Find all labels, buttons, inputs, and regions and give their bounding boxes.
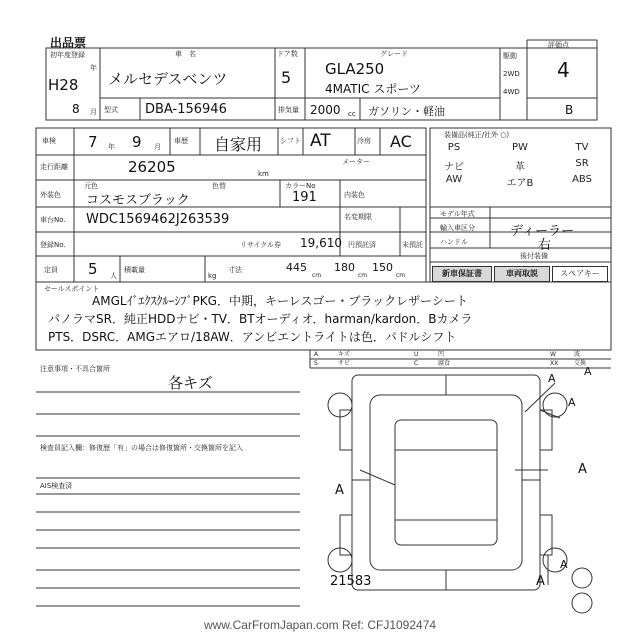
recycle-none: 未預託 <box>402 241 423 249</box>
damage-mark-3: A <box>568 396 576 409</box>
legend-dent: 凹 <box>438 351 445 358</box>
inspection-label: 車検 <box>42 137 56 145</box>
damage-mark-5: A <box>578 462 587 477</box>
legend-corrosion: 腐食 <box>438 360 451 367</box>
legend-w: W <box>550 351 556 358</box>
chassis-label: 車台No. <box>40 216 66 224</box>
cc-unit: cc <box>348 110 356 118</box>
car-name: メルセデスベンツ <box>108 70 228 88</box>
usage-label: 車歴 <box>174 137 188 145</box>
width: 180 <box>334 261 355 274</box>
height-unit: cm <box>396 272 406 279</box>
interior-score: B <box>565 103 574 117</box>
sales-line2: パノラマSR．純正HDDナビ・TV．BTオーディオ．harman/kardon．Bカメラ <box>48 312 473 326</box>
recycle-fee-unit: 円預託済 <box>348 241 376 249</box>
equip-ps: PS <box>447 142 461 153</box>
handle-label: ハンドル <box>440 238 468 246</box>
orig-color-label: 元色 <box>84 182 98 190</box>
model-label: 型式 <box>104 106 118 114</box>
handle: 右 <box>538 238 552 253</box>
import-type: ディーラー <box>510 224 574 239</box>
name-change-label: 名変期限 <box>344 213 372 221</box>
length: 445 <box>286 261 307 274</box>
damage-mark-1: A <box>584 365 592 378</box>
width-unit: cm <box>358 272 368 279</box>
sales-line3: PTS．DSRC．AMGエアロ/18AW．アンビエントライトは色．パドルシフト <box>48 330 457 344</box>
ais-title: AIS検査済 <box>40 482 73 490</box>
interior-color-label: 内装色 <box>344 191 365 199</box>
load-unit: kg <box>208 272 217 280</box>
equip-sr: SR <box>575 158 589 169</box>
equip-tv: TV <box>575 142 589 153</box>
color-change-label: 色替 <box>212 182 226 190</box>
month-unit: 月 <box>90 108 97 116</box>
capacity: 5 <box>88 260 98 278</box>
reg-no-label: 登録No. <box>40 241 66 249</box>
legend-a: A <box>314 351 319 358</box>
first-reg-month: 8 <box>72 102 80 116</box>
inspection-year: 7 <box>88 133 98 151</box>
grade-line1: GLA250 <box>325 60 385 78</box>
score-value: 4 <box>557 58 570 82</box>
score-label: 評価点 <box>548 41 569 49</box>
doors-label: ドア数 <box>277 50 298 58</box>
exterior-color: コスモスブラック <box>86 193 190 208</box>
ac-label: 冷房 <box>357 137 371 145</box>
displacement: 2000 <box>310 103 341 117</box>
damage-mark-2: A <box>548 372 556 385</box>
damage-mark-6: A <box>560 558 568 571</box>
sheet-title: 出品票 <box>50 36 87 50</box>
shift-label: シフト <box>280 137 301 145</box>
inspection-month-unit: 月 <box>154 143 161 151</box>
damage-mark-4: A <box>335 483 344 498</box>
inspector-title: 検査員記入欄：修復歴「有」の場合は修復箇所・交換箇所を記入 <box>40 444 243 452</box>
displacement-label: 排気量 <box>278 106 299 114</box>
chassis-no: WDC1569462J263539 <box>86 212 230 227</box>
equip-aw: AW <box>445 174 463 185</box>
drive-label: 駆動 <box>503 52 517 60</box>
year-unit: 年 <box>90 64 97 72</box>
equip-abs: ABS <box>572 174 592 185</box>
equip-leather: 革 <box>515 162 525 173</box>
car-name-label: 車 名 <box>175 50 196 58</box>
grade-line2: 4MATIC スポーツ <box>325 82 421 96</box>
km-unit: km <box>258 170 269 178</box>
legend-c: C <box>414 360 419 367</box>
badge-spare-key: スペアキー <box>552 266 608 282</box>
inspection-month: 9 <box>132 133 142 151</box>
recycle-fee: 19,610 <box>300 236 342 250</box>
length-unit: cm <box>312 272 322 279</box>
legend-wave: 波 <box>574 351 581 358</box>
capacity-label: 定員 <box>44 266 58 274</box>
recycle-label: リサイクル券 <box>240 241 282 249</box>
dimensions-label: 寸法 <box>228 266 242 274</box>
first-reg-era: H28 <box>48 76 79 94</box>
legend-s: S <box>314 360 318 367</box>
ac: AC <box>390 132 412 151</box>
drive-4wd: 4WD <box>503 88 520 96</box>
legend-u: U <box>414 351 419 358</box>
color-no-label: カラーNo <box>285 182 316 190</box>
color-no: 191 <box>292 190 317 205</box>
equipment-label: 装備品(純正/社外 ○) <box>444 131 510 139</box>
drive-2wd: 2WD <box>503 70 520 78</box>
sticker-label: 後付装備 <box>520 252 548 260</box>
mileage-label: 走行距離 <box>40 163 68 171</box>
model-year-label: モデル年式 <box>440 210 475 218</box>
equip-pw: PW <box>512 142 528 153</box>
height: 150 <box>372 261 393 274</box>
legend-replace: 交換 <box>574 360 587 367</box>
grade-label: グレード <box>380 50 408 58</box>
doors: 5 <box>281 68 292 87</box>
footer-watermark: www.CarFromJapan.com Ref: CFJ1092474 <box>203 618 437 632</box>
persons-unit: 人 <box>110 272 117 280</box>
usage: 自家用 <box>214 135 263 154</box>
inspection-year-unit: 年 <box>108 143 115 151</box>
load-label: 積載量 <box>124 266 145 274</box>
sales-points-label: セールスポイント <box>44 285 100 293</box>
fuel: ガソリン・軽油 <box>368 105 445 118</box>
notes: 各キズ <box>168 374 213 392</box>
shift: AT <box>310 131 331 151</box>
model-code: DBA-156946 <box>145 102 227 117</box>
notes-title: 注意事項・不具合箇所 <box>40 365 110 373</box>
legend-xx: XX <box>550 360 559 367</box>
exterior-color-label: 外装色 <box>40 191 61 199</box>
inspector-no: 21583 <box>330 574 372 589</box>
equip-nav: ナビ <box>444 162 464 173</box>
mileage: 26205 <box>128 158 176 176</box>
equip-airbag: エアB <box>506 178 534 189</box>
damage-mark-7: A <box>536 574 545 589</box>
import-label: 輸入車区分 <box>440 224 475 232</box>
badge-manual: 車両取説 <box>494 266 550 282</box>
meter-label: メーター <box>342 158 370 166</box>
first-reg-label: 初年度登録 <box>50 51 85 59</box>
legend-rust: サビ <box>338 360 351 367</box>
legend-scratch: キズ <box>338 351 350 358</box>
sales-line1: AMGLｲﾞｴｸｽｸﾙｰｼﾌﾞPKG．中期，キーレスゴー・ブラックレザーシート <box>92 294 468 308</box>
badge-warranty: 新車保証書 <box>432 266 492 282</box>
